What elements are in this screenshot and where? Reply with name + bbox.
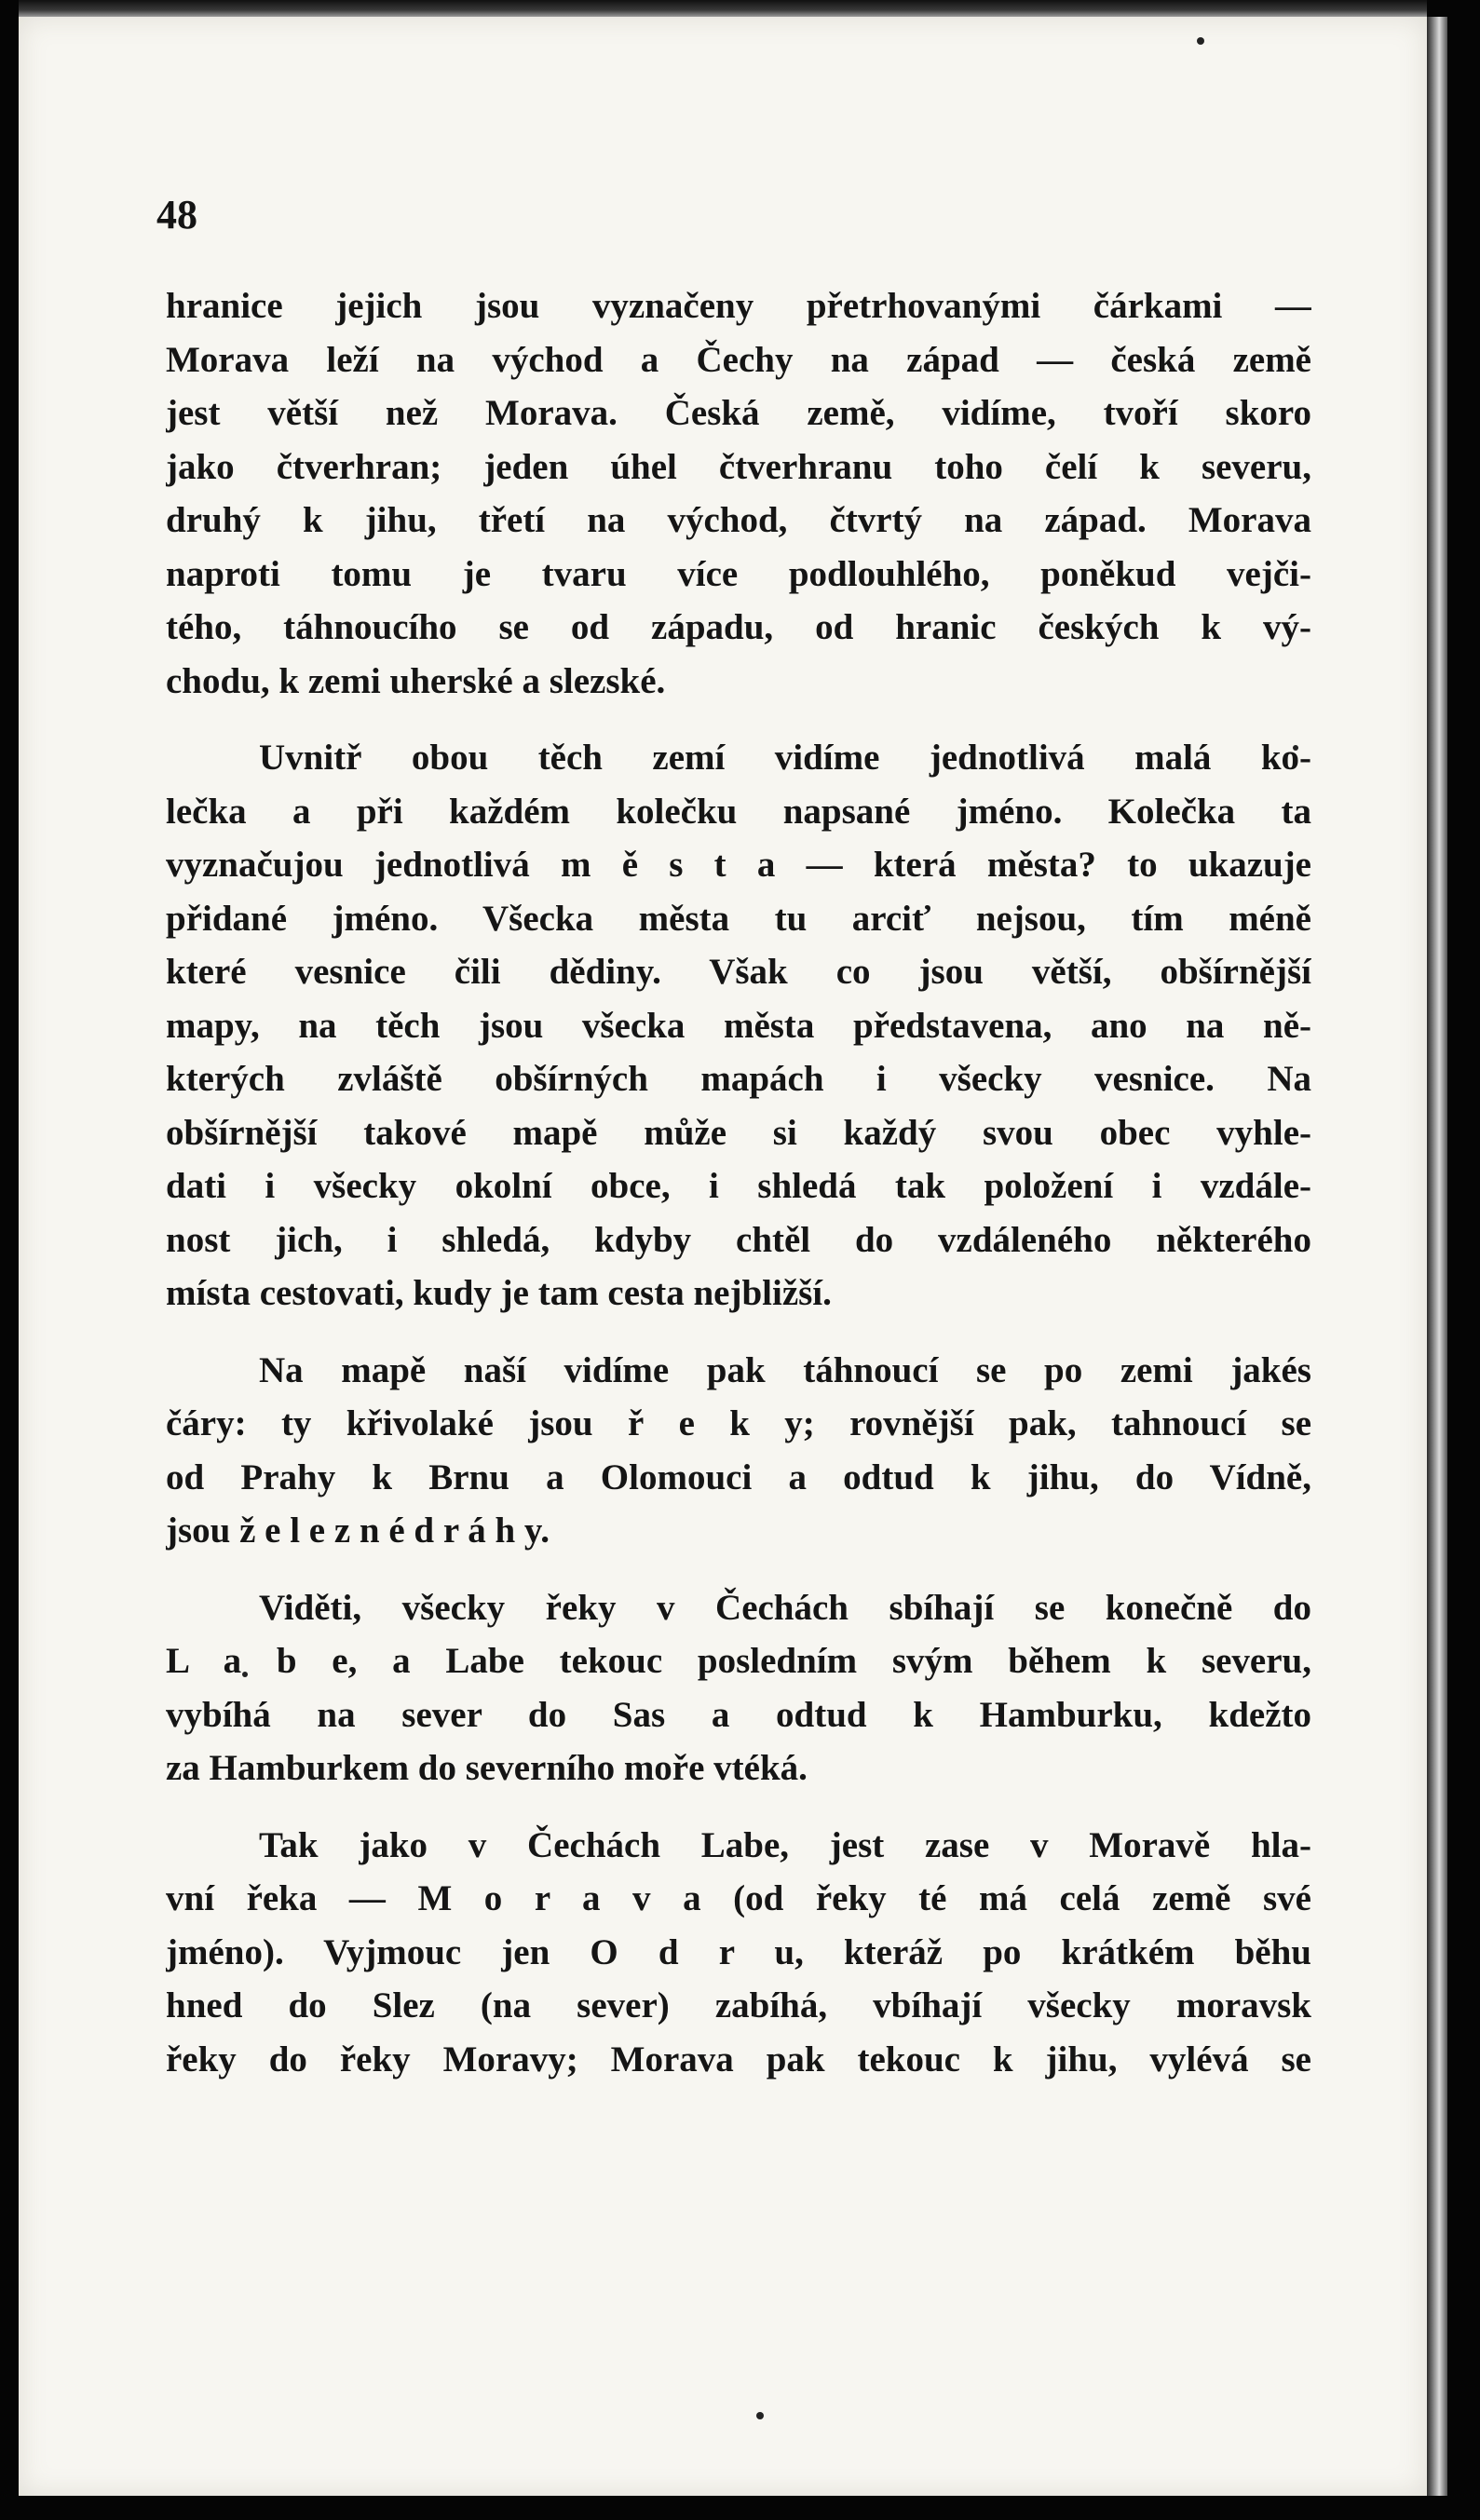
text-line: kterých zvláště obšírných mapách i všecky vesnice. Na — [166, 1059, 1311, 1099]
text-line: řeky do řeky Moravy; Morava pak tekouc k jihu, vylévá se — [166, 2039, 1311, 2080]
text-line: místa cestovati, kudy je tam cesta nejbližší. — [166, 1273, 832, 1313]
ink-speck — [1197, 37, 1204, 45]
ink-speck — [756, 2412, 764, 2419]
text-line: tého, táhnoucího se od západu, od hranic českých k vý- — [166, 607, 1311, 647]
text-line: druhý k jihu, třetí na východ, čtvrtý na západ. Morava — [166, 500, 1311, 540]
text-line: které vesnice čili dědiny. Však co jsou větší, obšírnější — [166, 952, 1311, 992]
paragraph-5 — [166, 1819, 1311, 2087]
paragraph-2 — [166, 731, 1311, 1321]
text-line: lečka a při každém kolečku napsané jméno. Kolečka ta — [166, 791, 1311, 832]
text-line: obšírnější takové mapě může si každý svou obec vyhle- — [166, 1112, 1311, 1153]
page-number: 48 — [156, 192, 197, 237]
paragraph-4 — [166, 1581, 1311, 1795]
paragraph-1 — [166, 279, 1311, 708]
text-line: hranice jejich jsou vyznačeny přetrhovanými čárkami — — [166, 286, 1311, 326]
text-line: mapy, na těch jsou všecka města představena, ano na ně- — [166, 1005, 1311, 1046]
text-line: za Hamburkem do severního moře vtéká. — [166, 1748, 808, 1788]
text-line: jako čtverhran; jeden úhel čtverhranu toho čelí k severu, — [166, 446, 1311, 487]
text-line: Na mapě naší vidíme pak táhnoucí se po zemi jakés — [259, 1349, 1311, 1390]
text-line: vybíhá na sever do Sas a odtud k Hamburku, kdežto — [166, 1694, 1311, 1735]
scan-right-edge — [1427, 17, 1447, 2496]
text-line: jsou ž e l e z n é d r á h y. — [166, 1511, 550, 1551]
text-line: jméno). Vyjmouc jen O d r u, kteráž po krátkém běhu — [166, 1931, 1311, 1972]
text-line: naproti tomu je tvaru více podlouhlého, poněkud vejči- — [166, 553, 1311, 594]
text-line: jest větší než Morava. Česká země, vidíme, tvoří skoro — [166, 393, 1311, 433]
text-line: chodu, k zemi uherské a slezské. — [166, 660, 666, 701]
text-line: Viděti, všecky řeky v Čechách sbíhají se konečně do — [259, 1587, 1311, 1628]
text-line: dati i všecky okolní obce, i shledá tak položení i vzdále- — [166, 1166, 1311, 1206]
text-line: nost jich, i shledá, kdyby chtěl do vzdáleného některého — [166, 1219, 1311, 1260]
body-text — [166, 279, 1311, 2109]
text-line: Tak jako v Čechách Labe, jest zase v Moravě hla- — [259, 1824, 1311, 1865]
text-line: vní řeka — M o r a v a (od řeky té má celá země své — [166, 1878, 1311, 1918]
text-line: L a b e, a Labe tekouc posledním svým během k severu, — [166, 1641, 1311, 1681]
text-line: Morava leží na východ a Čechy na západ — česká země — [166, 339, 1311, 380]
text-line: od Prahy k Brnu a Olomouci a odtud k jihu, do Vídně, — [166, 1456, 1311, 1497]
text-line: vyznačujou jednotlivá m ě s t a — která města? to ukazuje — [166, 845, 1311, 885]
text-line: Uvnitř obou těch zemí vidíme jednotlivá malá ko- — [259, 738, 1311, 778]
text-line: přidané jméno. Všecka města tu arciť nejsou, tím méně — [166, 898, 1311, 939]
paragraph-3 — [166, 1344, 1311, 1558]
text-line: hned do Slez (na sever) zabíhá, vbíhají všecky moravsk — [166, 1985, 1311, 2025]
text-line: čáry: ty křivolaké jsou ř e k y; rovnější pak, tahnoucí se — [166, 1403, 1311, 1443]
